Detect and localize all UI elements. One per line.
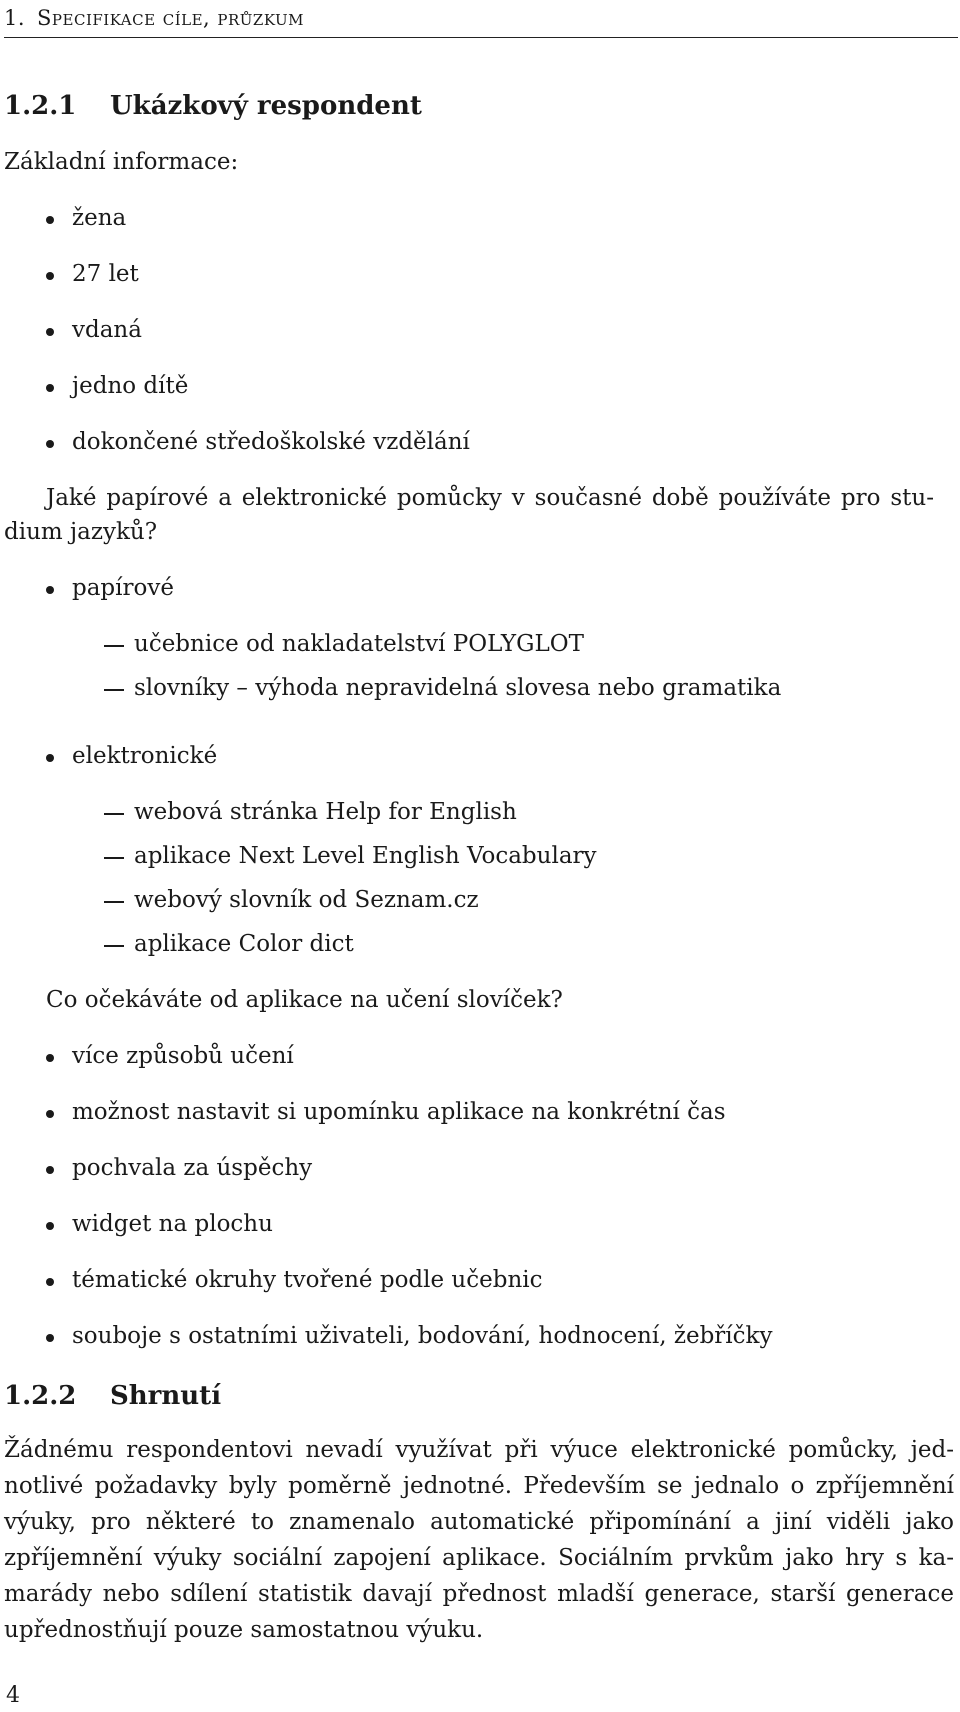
list-item: aplikace Next Level English Vocabulary <box>134 840 597 873</box>
basic-info-label: Základní informace: <box>4 149 239 175</box>
list-item: možnost nastavit si upomínku aplikace na konkrétní čas <box>72 1096 726 1129</box>
section-title: Shrnutí <box>110 1381 222 1411</box>
summary-line: upřednostňují pouze samostatnou výuku. <box>4 1617 484 1643</box>
aids-paper-label: papírové <box>72 572 174 605</box>
list-item: jedno dítě <box>72 370 188 403</box>
question-aids-line2: dium jazyků? <box>4 519 158 545</box>
list-item: více způsobů učení <box>72 1040 294 1073</box>
summary-line: zpříjemnění výuky sociální zapojení aplikace. Sociálním prvkům jako hry s ka- <box>4 1545 954 1571</box>
question-aids-line1: Jaké papírové a elektronické pomůcky v současné době používáte pro stu- <box>46 485 934 511</box>
list-item: 27 let <box>72 258 139 291</box>
section-number: 1.2.1 <box>4 91 77 121</box>
list-item: vdaná <box>72 314 142 347</box>
list-item: dokončené středoškolské vzdělání <box>72 426 470 459</box>
list-item: žena <box>72 202 126 235</box>
list-item: učebnice od nakladatelství POLYGLOT <box>134 628 584 661</box>
list-item: tématické okruhy tvořené podle učebnic <box>72 1264 543 1297</box>
list-item: souboje s ostatními uživateli, bodování, hodnocení, žebříčky <box>72 1320 772 1353</box>
section-heading-respondent <box>4 88 422 126</box>
running-header <box>4 3 958 38</box>
chapter-title: Specifikace cíle, průzkum <box>37 6 305 30</box>
list-item: pochvala za úspěchy <box>72 1152 312 1185</box>
summary-paragraph <box>4 1434 954 1650</box>
aids-electronic-label: elektronické <box>72 740 217 773</box>
summary-line: notlivé požadavky byly poměrně jednotné. Především se jednalo o zpříjemnění <box>4 1473 954 1499</box>
page-number: 4 <box>6 1683 20 1708</box>
list-item: webový slovník od Seznam.cz <box>134 884 479 917</box>
list-item: aplikace Color dict <box>134 928 354 961</box>
section-title: Ukázkový respondent <box>110 91 422 121</box>
summary-line: Žádnému respondentovi nevadí využívat při výuce elektronické pomůcky, jed- <box>4 1437 954 1463</box>
chapter-number: 1. <box>4 6 26 30</box>
section-heading-summary <box>4 1378 221 1416</box>
summary-line: marády nebo sdílení statistik davají přednost mladší generace, starší generace <box>4 1581 954 1607</box>
question-expectations: Co očekáváte od aplikace na učení slovíček? <box>46 987 563 1013</box>
summary-line: výuky, pro některé to znamenalo automatické připomínání a jiní viděli jako <box>4 1509 954 1535</box>
section-number: 1.2.2 <box>4 1381 77 1411</box>
list-item: slovníky – výhoda nepravidelná slovesa nebo gramatika <box>134 672 781 705</box>
list-item: widget na plochu <box>72 1208 273 1241</box>
list-item: webová stránka Help for English <box>134 796 517 829</box>
